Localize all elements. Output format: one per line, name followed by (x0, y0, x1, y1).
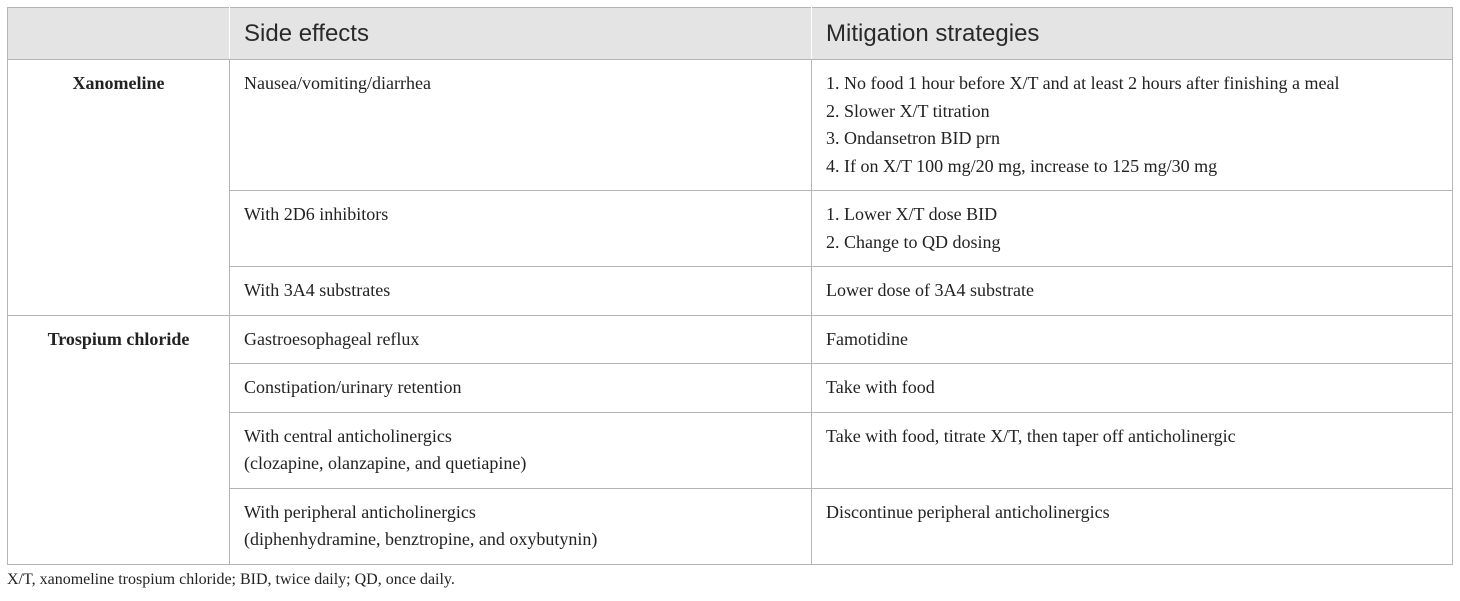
header-side-effects: Side effects (230, 8, 812, 60)
table-footnote: X/T, xanomeline trospium chloride; BID, twice daily; QD, once daily. (7, 571, 455, 588)
mitigation-text: 2. Change to QD dosing (826, 231, 1001, 252)
side-effect-cell (230, 267, 812, 316)
mitigation-text: Take with food, titrate X/T, then taper off anticholinergic (826, 425, 1236, 446)
side-effect-cell (230, 488, 812, 564)
mitigation-text: 1. No food 1 hour before X/T and at least 2 hours after finishing a meal (826, 73, 1340, 93)
mitigation-cell (812, 488, 1453, 564)
side-effect-cell (230, 60, 812, 191)
side-effect-cell (230, 191, 812, 267)
header-drug (8, 8, 230, 60)
table-row (8, 315, 1453, 364)
side-effect-text: Constipation/urinary retention (244, 377, 462, 397)
side-effect-cell (230, 412, 812, 488)
mitigation-text: 2. Slower X/T titration (826, 100, 990, 121)
side-effect-text: With 3A4 substrates (244, 280, 391, 300)
table-row (8, 60, 1453, 191)
mitigation-text: Famotidine (826, 328, 908, 349)
table-header (8, 8, 1453, 60)
mitigation-cell (812, 267, 1453, 316)
mitigation-text: 4. If on X/T 100 mg/20 mg, increase to 125 mg/30 mg (826, 155, 1218, 176)
mitigation-text: 1. Lower X/T dose BID (826, 204, 998, 224)
mitigation-cell (812, 191, 1453, 267)
side-effect-text: Gastroesophageal reflux (244, 328, 420, 349)
header-row (8, 8, 1453, 60)
side-effect-text: With peripheral anticholinergics (244, 501, 476, 522)
mitigation-cell (812, 315, 1453, 364)
group-label-trospium-chloride: Trospium chloride (8, 315, 230, 564)
side-effects-table (7, 7, 1453, 565)
mitigation-text: Discontinue peripheral anticholinergics (826, 501, 1110, 522)
side-effects-table-container (7, 7, 1452, 565)
mitigation-text: Take with food (826, 377, 935, 397)
mitigation-text: 3. Ondansetron BID prn (826, 128, 1000, 148)
mitigation-text: Lower dose of 3A4 substrate (826, 280, 1034, 300)
mitigation-cell (812, 60, 1453, 191)
mitigation-cell (812, 412, 1453, 488)
header-mitigation-strategies: Mitigation strategies (812, 8, 1453, 60)
side-effect-text: (diphenhydramine, benztropine, and oxybutynin) (244, 529, 598, 549)
side-effect-cell (230, 315, 812, 364)
side-effect-cell (230, 364, 812, 413)
side-effect-text: With 2D6 inhibitors (244, 204, 389, 224)
side-effect-text: (clozapine, olanzapine, and quetiapine) (244, 453, 527, 473)
side-effect-text: Nausea/vomiting/diarrhea (244, 73, 431, 93)
side-effect-text: With central anticholinergics (244, 425, 452, 446)
group-label-xanomeline: Xanomeline (8, 60, 230, 316)
mitigation-cell (812, 364, 1453, 413)
table-body (8, 60, 1453, 565)
